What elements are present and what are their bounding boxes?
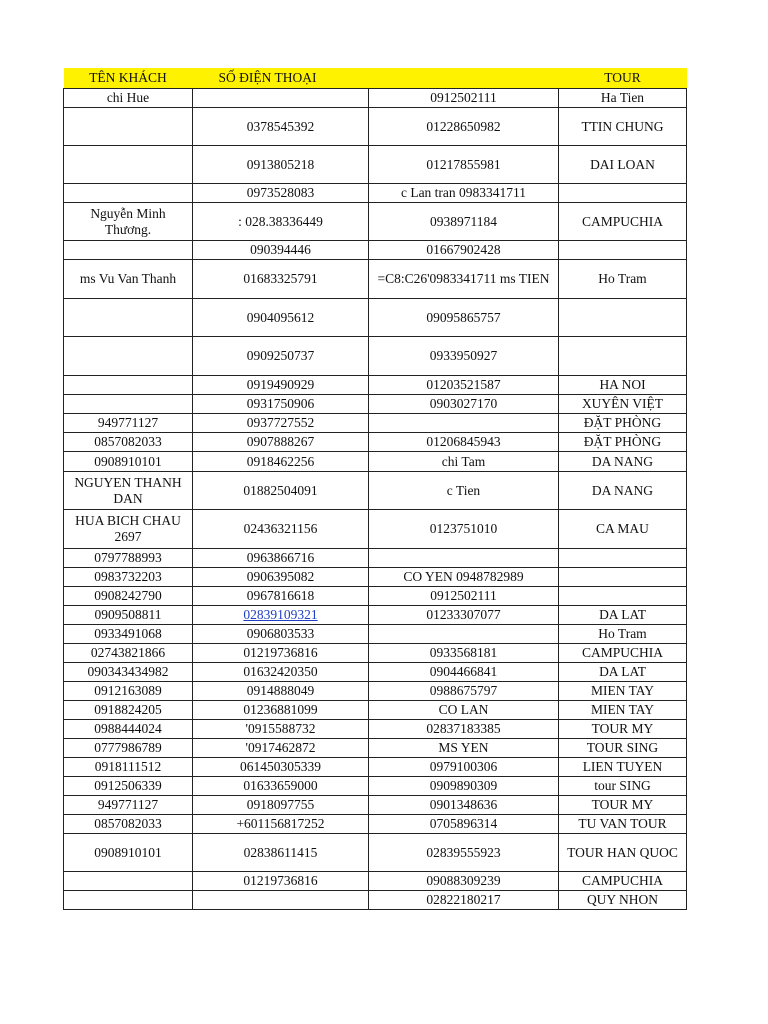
- customer-name-cell: 0988444024: [64, 720, 193, 739]
- tour-cell: CAMPUCHIA: [559, 644, 687, 663]
- customer-name-cell: 949771127: [64, 414, 193, 433]
- header-row: [64, 68, 687, 89]
- phone-cell: 0914888049: [193, 682, 369, 701]
- tour-cell: ĐẶT PHÒNG: [559, 433, 687, 452]
- customer-name-cell: 0918824205: [64, 701, 193, 720]
- table-row: [64, 663, 687, 682]
- tour-cell: DA LAT: [559, 663, 687, 682]
- customer-name-cell: [64, 299, 193, 337]
- tour-cell: DA NANG: [559, 472, 687, 510]
- tour-cell: Ho Tram: [559, 260, 687, 299]
- table-row: [64, 260, 687, 299]
- customer-name-cell: 0857082033: [64, 815, 193, 834]
- header-phone: SỐ ĐIỆN THOẠI: [193, 68, 369, 89]
- phone-extra-cell: chi Tam: [369, 452, 559, 472]
- table-row: [64, 758, 687, 777]
- customer-name-cell: [64, 108, 193, 146]
- phone-cell: 0906395082: [193, 568, 369, 587]
- table-row: [64, 644, 687, 663]
- phone-extra-cell: 0903027170: [369, 395, 559, 414]
- customer-name-cell: ms Vu Van Thanh: [64, 260, 193, 299]
- table-row: [64, 815, 687, 834]
- phone-cell: 0973528083: [193, 184, 369, 203]
- tour-cell: HA NOI: [559, 376, 687, 395]
- tour-cell: tour SING: [559, 777, 687, 796]
- tour-cell: TOUR MY: [559, 796, 687, 815]
- phone-cell: 0907888267: [193, 433, 369, 452]
- tour-cell: DAI LOAN: [559, 146, 687, 184]
- customer-name-cell: [64, 376, 193, 395]
- table-row: [64, 108, 687, 146]
- table-row: [64, 777, 687, 796]
- phone-extra-cell: CO YEN 0948782989: [369, 568, 559, 587]
- phone-cell: '0917462872: [193, 739, 369, 758]
- customer-name-cell: 0908910101: [64, 834, 193, 872]
- tour-cell: QUY NHON: [559, 891, 687, 910]
- phone-extra-cell: CO LAN: [369, 701, 559, 720]
- tour-cell: DA NANG: [559, 452, 687, 472]
- phone-cell: '0915588732: [193, 720, 369, 739]
- phone-extra-cell: 01233307077: [369, 606, 559, 625]
- phone-extra-cell: 0904466841: [369, 663, 559, 682]
- phone-extra-cell: 0933950927: [369, 337, 559, 376]
- table-row: [64, 337, 687, 376]
- phone-cell: 01633659000: [193, 777, 369, 796]
- phone-extra-cell: 0123751010: [369, 510, 559, 549]
- table-row: [64, 472, 687, 510]
- phone-cell: 0904095612: [193, 299, 369, 337]
- phone-cell: 0378545392: [193, 108, 369, 146]
- phone-cell: 090394446: [193, 241, 369, 260]
- phone-extra-cell: MS YEN: [369, 739, 559, 758]
- phone-cell: 0918462256: [193, 452, 369, 472]
- header-customer-name: TÊN KHÁCH: [64, 68, 193, 89]
- table-row: [64, 89, 687, 108]
- tour-cell: TOUR SING: [559, 739, 687, 758]
- phone-cell: 01882504091: [193, 472, 369, 510]
- phone-extra-cell: c Lan tran 0983341711: [369, 184, 559, 203]
- table-row: [64, 568, 687, 587]
- phone-extra-cell: [369, 549, 559, 568]
- tour-cell: Ha Tien: [559, 89, 687, 108]
- tour-cell: DA LAT: [559, 606, 687, 625]
- customer-name-cell: 0912163089: [64, 682, 193, 701]
- tour-cell: MIEN TAY: [559, 682, 687, 701]
- phone-extra-cell: 09088309239: [369, 872, 559, 891]
- phone-extra-cell: 0912502111: [369, 89, 559, 108]
- customer-name-cell: [64, 184, 193, 203]
- table-row: [64, 587, 687, 606]
- phone-cell: 0931750906: [193, 395, 369, 414]
- customer-name-cell: 0983732203: [64, 568, 193, 587]
- tour-cell: ĐẶT PHÒNG: [559, 414, 687, 433]
- tour-cell: LIEN TUYEN: [559, 758, 687, 777]
- table-row: [64, 872, 687, 891]
- phone-extra-cell: 09095865757: [369, 299, 559, 337]
- phone-cell: 0909250737: [193, 337, 369, 376]
- phone-cell: 0918097755: [193, 796, 369, 815]
- tour-cell: TOUR HAN QUOC: [559, 834, 687, 872]
- phone-extra-cell: 01667902428: [369, 241, 559, 260]
- tour-cell: [559, 337, 687, 376]
- customer-name-cell: 0909508811: [64, 606, 193, 625]
- phone-cell: 0963866716: [193, 549, 369, 568]
- phone-extra-cell: 0909890309: [369, 777, 559, 796]
- customer-name-cell: NGUYEN THANH DAN: [64, 472, 193, 510]
- table-body: [64, 89, 687, 910]
- phone-extra-cell: 0933568181: [369, 644, 559, 663]
- phone-cell: [193, 891, 369, 910]
- customer-name-cell: 0908242790: [64, 587, 193, 606]
- table-row: [64, 891, 687, 910]
- table-row: [64, 414, 687, 433]
- tour-cell: [559, 184, 687, 203]
- table-row: [64, 299, 687, 337]
- table-row: [64, 510, 687, 549]
- tour-cell: TOUR MY: [559, 720, 687, 739]
- phone-extra-cell: 0988675797: [369, 682, 559, 701]
- customer-name-cell: 0918111512: [64, 758, 193, 777]
- customer-name-cell: 0933491068: [64, 625, 193, 644]
- phone-cell: 01632420350: [193, 663, 369, 682]
- phone-link[interactable]: 02839109321: [193, 606, 369, 625]
- table-row: [64, 395, 687, 414]
- customer-name-cell: [64, 337, 193, 376]
- table-row: [64, 682, 687, 701]
- header-blank: [369, 68, 559, 89]
- phone-extra-cell: 0979100306: [369, 758, 559, 777]
- phone-cell: 02436321156: [193, 510, 369, 549]
- customer-name-cell: 0908910101: [64, 452, 193, 472]
- phone-extra-cell: 02837183385: [369, 720, 559, 739]
- phone-cell: : 028.38336449: [193, 203, 369, 241]
- header-tour: TOUR: [559, 68, 687, 89]
- table-row: [64, 203, 687, 241]
- customer-name-cell: [64, 395, 193, 414]
- phone-extra-cell: 01203521587: [369, 376, 559, 395]
- table-row: [64, 241, 687, 260]
- table-row: [64, 549, 687, 568]
- customer-name-cell: 090343434982: [64, 663, 193, 682]
- tour-cell: TU VAN TOUR: [559, 815, 687, 834]
- phone-extra-cell: =C8:C26'0983341711 ms TIEN: [369, 260, 559, 299]
- phone-cell: 0906803533: [193, 625, 369, 644]
- phone-cell: 01219736816: [193, 644, 369, 663]
- phone-cell: +601156817252: [193, 815, 369, 834]
- phone-cell: 01683325791: [193, 260, 369, 299]
- table-row: [64, 433, 687, 452]
- phone-cell: 01236881099: [193, 701, 369, 720]
- phone-extra-cell: 01217855981: [369, 146, 559, 184]
- phone-extra-cell: 0938971184: [369, 203, 559, 241]
- table-row: [64, 834, 687, 872]
- tour-cell: [559, 587, 687, 606]
- table-row: [64, 184, 687, 203]
- table-row: [64, 701, 687, 720]
- tour-cell: CA MAU: [559, 510, 687, 549]
- phone-extra-cell: 02822180217: [369, 891, 559, 910]
- customer-name-cell: 02743821866: [64, 644, 193, 663]
- tour-cell: TTIN CHUNG: [559, 108, 687, 146]
- table-row: [64, 720, 687, 739]
- phone-extra-cell: 0705896314: [369, 815, 559, 834]
- table-row: [64, 146, 687, 184]
- tour-cell: [559, 549, 687, 568]
- table-row: [64, 452, 687, 472]
- phone-extra-cell: [369, 414, 559, 433]
- customer-name-cell: Nguyễn Minh Thương.: [64, 203, 193, 241]
- tour-cell: Ho Tram: [559, 625, 687, 644]
- phone-extra-cell: [369, 625, 559, 644]
- phone-cell: [193, 89, 369, 108]
- customer-name-cell: chi Hue: [64, 89, 193, 108]
- tour-cell: XUYÊN VIỆT: [559, 395, 687, 414]
- phone-cell: 0913805218: [193, 146, 369, 184]
- customer-name-cell: [64, 241, 193, 260]
- phone-extra-cell: 0912502111: [369, 587, 559, 606]
- tour-cell: [559, 241, 687, 260]
- phone-extra-cell: c Tien: [369, 472, 559, 510]
- table-row: [64, 796, 687, 815]
- phone-cell: 02838611415: [193, 834, 369, 872]
- tour-cell: MIEN TAY: [559, 701, 687, 720]
- table-row: [64, 739, 687, 758]
- table-row: [64, 376, 687, 395]
- customer-name-cell: HUA BICH CHAU 2697: [64, 510, 193, 549]
- phone-cell: 061450305339: [193, 758, 369, 777]
- table-row: [64, 606, 687, 625]
- contact-table: [63, 68, 687, 910]
- customer-name-cell: [64, 872, 193, 891]
- tour-cell: [559, 299, 687, 337]
- phone-extra-cell: 01228650982: [369, 108, 559, 146]
- tour-cell: CAMPUCHIA: [559, 203, 687, 241]
- phone-extra-cell: 01206845943: [369, 433, 559, 452]
- customer-name-cell: 0857082033: [64, 433, 193, 452]
- customer-name-cell: 0912506339: [64, 777, 193, 796]
- phone-cell: 01219736816: [193, 872, 369, 891]
- table-row: [64, 625, 687, 644]
- phone-cell: 0937727552: [193, 414, 369, 433]
- customer-name-cell: [64, 891, 193, 910]
- phone-extra-cell: 0901348636: [369, 796, 559, 815]
- customer-name-cell: 0797788993: [64, 549, 193, 568]
- customer-name-cell: 0777986789: [64, 739, 193, 758]
- customer-name-cell: 949771127: [64, 796, 193, 815]
- phone-cell: 0919490929: [193, 376, 369, 395]
- phone-cell: 0967816618: [193, 587, 369, 606]
- tour-cell: [559, 568, 687, 587]
- tour-cell: CAMPUCHIA: [559, 872, 687, 891]
- phone-extra-cell: 02839555923: [369, 834, 559, 872]
- customer-name-cell: [64, 146, 193, 184]
